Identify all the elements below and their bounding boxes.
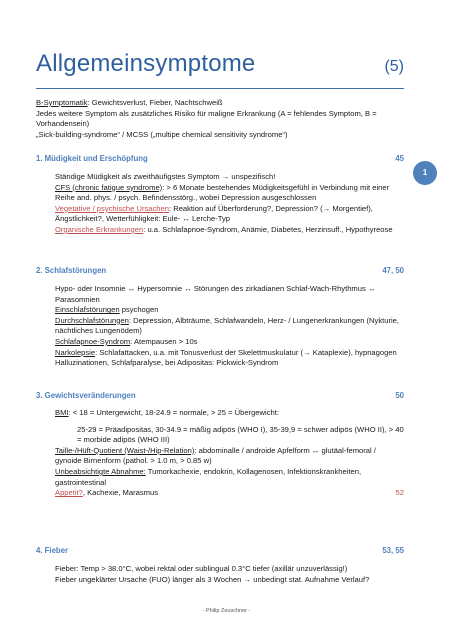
b-symptomatik-text: : Gewichtsverlust, Fieber, Nachtschweiß [87, 98, 223, 107]
section-title: 3. Gewichtsveränderungen [36, 391, 136, 400]
section-body-2 [55, 284, 404, 369]
whr-label: Taille-/Hüft-Quotient (Waist-/Hip-Relation) [55, 445, 195, 455]
body-line: : < 18 = Untergewicht, 18-24.9 = normale, > 25 = Übergewicht: [68, 408, 279, 417]
body-line: psychogen [119, 305, 159, 315]
section-ref: 53, 55 [382, 546, 404, 555]
section-title: 1. Müdigkeit und Erschöpfung [36, 154, 148, 163]
footer: - Philip Zeuschner - [202, 608, 251, 614]
vegetative-link[interactable]: Vegetative / psychische Ursachen [55, 203, 169, 213]
intro-line-2: Jedes weitere Symptom als zusätzliches Risiko für maligne Erkrankung (A = fehlendes Symptom, B = Vorhandensein) [36, 108, 377, 129]
body-line: Hypo- oder Insomnie ↔ Hypersomnie ↔ Störungen des zirkadianen Schlaf-Wach-Rhythmus ↔ Parasomnien [55, 284, 376, 304]
section-ref: 52 [395, 488, 404, 498]
body-line: Ständige Müdigkeit als zweithäufigstes Symptom → unspezifisch! [55, 172, 276, 181]
body-line: Tumorkachexie, endokrin, Kollagenosen, Infektionskrankheiten, gastrointestinal [55, 466, 362, 487]
section-body-4 [55, 564, 404, 585]
schlafapnoe-label: Schlafapnoe-Syndrom [55, 336, 131, 346]
section-heading-3 [36, 391, 404, 400]
appetit-link[interactable]: Appetit? [55, 488, 83, 498]
section-body-1 [55, 172, 404, 236]
body-line: : Schlafattacken, u.a. mit Tonusverlust der Skelettmuskulatur (→ Kataplexie), hypnagogen Halluzinationen, Schlafparalyse, bei Adipositas: Pickwick-Syndrom [55, 347, 397, 368]
section-title: 4. Fieber [36, 546, 69, 555]
body-line: , Kachexie, Marasmus [82, 488, 158, 498]
bmi-classes: 25-29 = Präadipositas, 30-34.9 = mäßig adipös (WHO I), 35-39,9 = schwer adipös (WHO II), > 40 = morbide adipös (WHO III) [77, 424, 404, 445]
b-symptomatik-label: B-Symptomatik [36, 98, 88, 107]
body-line: : > 6 Monate bestehendes Müdigkeitsgefühl in Verbindung mit einer Reihe and. phys. / psych. Befindensstörg., wobei Depression ausgeschlossen [55, 182, 390, 203]
section-heading-1 [36, 154, 404, 163]
einschlaf-label: Einschlafstörungen [55, 305, 120, 315]
section-title: 2. Schlafstörungen [36, 266, 107, 275]
body-line: Fieber: Temp > 38.0°C, wobei rektal oder sublingual 0.3°C tiefer (axillär unzuverlässig!) [55, 564, 348, 573]
intro-block [36, 98, 416, 140]
body-line: Fieber ungeklärter Ursache (FUO) länger als 3 Wochen → unbedingt stat. Aufnahme Verlauf? [55, 574, 370, 584]
body-line: : Depression, Albträume, Schlafwandeln, Herz- / Lungenerkrankungen (Nykturie, nächtliches Lungenödem) [55, 315, 400, 336]
bmi-label: BMI [55, 408, 69, 417]
section-ref: 45 [395, 154, 404, 163]
section-heading-4 [36, 546, 404, 555]
durchschlaf-label: Durchschlafstörungen [55, 315, 129, 325]
organische-link[interactable]: Organische Erkrankungen [55, 224, 144, 234]
body-line: : abdominalle / androide Apfelform ↔ glutäal-femoral / gynoide Birnenform (pathol. > 1.0 m, > 0.85 w) [55, 445, 376, 466]
title-row [36, 50, 404, 89]
title-page-number: (5) [384, 58, 404, 75]
section-ref: 50 [395, 391, 404, 400]
section-body-3 [55, 408, 404, 499]
cfs-label: CFS (chronic fatigue syndrome) [55, 182, 163, 192]
abnahme-label: Unbeabsichtigte Abnahme: [55, 466, 146, 476]
side-badge: 1 [413, 161, 437, 185]
body-line: : Atempausen > 10s [130, 336, 198, 346]
section-ref: 47, 50 [382, 266, 404, 275]
section-heading-2 [36, 266, 404, 275]
body-line: : Reaktion auf Überforderung?, Depression? (→ Morgentief), Ängstlichkeit?, Wetterfühligkeit: Eule- ↔ Lerche-Typ [55, 203, 373, 224]
narkolepsie-label: Narkolepsie [55, 347, 96, 357]
page-title: Allgemeinsymptome [36, 50, 256, 77]
body-line: : u.a. Schlafapnoe-Syndrom, Anämie, Diabetes, Herzinsuff., Hypothyreose [143, 224, 393, 234]
intro-line-3: „Sick-building-syndrome“ / MCSS („multipe chemical sensitivity syndrome“) [36, 129, 288, 139]
